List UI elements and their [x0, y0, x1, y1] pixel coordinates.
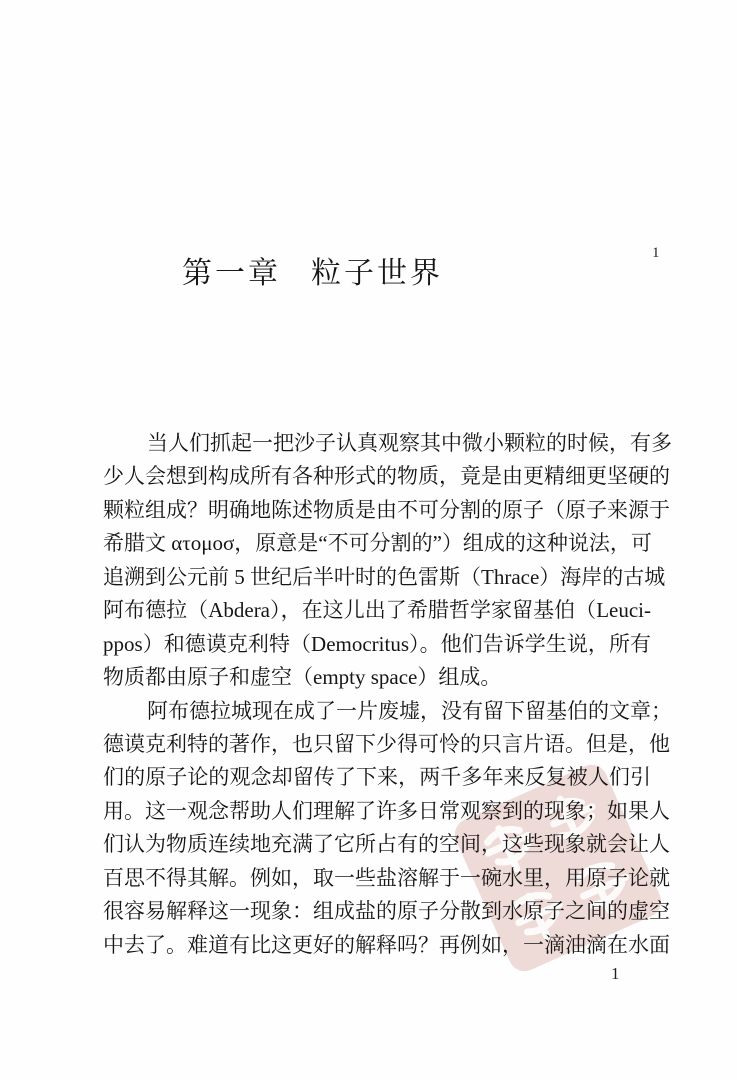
chapter-name: 粒子世界 [311, 257, 443, 290]
chapter-number: 第一章 [182, 257, 281, 290]
text-line: 们认为物质连续地充满了它所占有的空间，这些现象就会让人 [103, 832, 670, 857]
text-line: 物质都由原子和虚空（empty space）组成。 [103, 665, 502, 690]
margin-note: 1 [652, 245, 660, 261]
page-number: 1 [611, 964, 620, 983]
text-line: 追溯到公元前 5 世纪后半叶时的色雷斯（Thrace）海岸的古城 [103, 564, 666, 589]
text-line: 们的原子论的观念却留传了下来，两千多年来反复被人们引 [103, 765, 651, 790]
text-line: 百思不得其解。例如，取一些盐溶解于一碗水里，用原子论就 [103, 865, 670, 890]
text-line: 颗粒组成？明确地陈述物质是由不可分割的原子（原子来源于 [103, 497, 670, 522]
body-text [103, 427, 672, 962]
text-line: 德谟克利特的著作，也只留下少得可怜的只言片语。但是，他 [103, 731, 670, 756]
text-line: 阿布德拉城现在成了一片废墟，没有留下留基伯的文章； [147, 698, 672, 723]
text-line: 希腊文 ατομοσ，原意是“不可分割的”）组成的这种说法，可 [103, 531, 652, 556]
text-line: 中去了。难道有比这更好的解释吗？再例如，一滴油滴在水面 [103, 932, 670, 957]
text-line: 很容易解释这一现象：组成盐的原子分散到水原子之间的虚空 [103, 899, 670, 924]
text-line: 用。这一观念帮助人们理解了许多日常观察到的现象；如果人 [103, 798, 670, 823]
text-line: 阿布德拉（Abdera），在这儿出了希腊哲学家留基伯（Leuci- [103, 598, 651, 623]
text-line: 当人们抓起一把沙子认真观察其中微小颗粒的时候，有多 [147, 431, 672, 455]
chapter-title [182, 248, 443, 292]
text-line: ppos）和德谟克利特（Democritus）。他们告诉学生说，所有 [103, 631, 651, 656]
text-line: 少人会想到构成所有各种形式的物质，竟是由更精细更坚硬的 [103, 464, 670, 489]
